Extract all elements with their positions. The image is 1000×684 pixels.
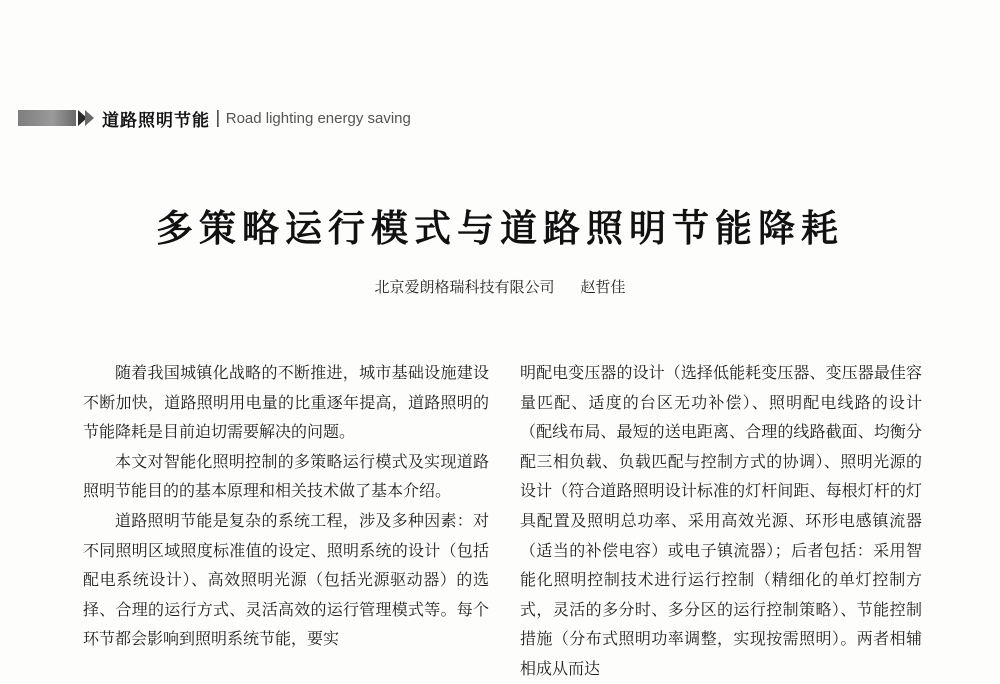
section-separator: | <box>215 108 221 128</box>
double-chevron-icon <box>78 110 92 126</box>
section-title-en: Road lighting energy saving <box>225 109 411 127</box>
section-title-cn: 道路照明节能 <box>102 110 210 131</box>
header-bar-decoration <box>18 110 76 126</box>
section-header <box>18 106 411 130</box>
paragraph: 本文对智能化照明控制的多策略运行模式及实现道路照明节能目的的基本原理和相关技术做了基本介绍。 <box>83 451 489 501</box>
left-column <box>83 358 489 654</box>
byline <box>0 276 1000 297</box>
paragraph: 道路照明节能是复杂的系统工程，涉及多种因素：对不同照明区域照度标准值的设定、照明系统的设计（包括配电系统设计）、高效照明光源（包括光源驱动器）的选择、合理的运行方式、灵活高效的运行管理模式等。每个环节都会影响到照明系统节能，要实 <box>83 510 489 649</box>
right-column <box>520 358 922 684</box>
article-title: 多策略运行模式与道路照明节能降耗 <box>156 207 844 250</box>
author: 赵哲佳 <box>580 278 626 296</box>
paragraph: 明配电变压器的设计（选择低能耗变压器、变压器最佳容量匹配、适度的台区无功补偿）、照明配电线路的设计（配线布局、最短的送电距离、合理的线路截面、均衡分配三相负载、负载匹配与控制方式的协调）、照明光源的设计（符合道路照明设计标准的灯杆间距、每根灯杆的灯具配置及照明总功率、采用高效光源、环形电感镇流器（适当的补偿电容）或电子镇流器）；后者包括：采用智能化照明控制技术进行运行控制（精细化的单灯控制方式，灵活的多分时、多分区的运行控制策略）、节能控制措施（分布式照明功率调整，实现按需照明）。两者相辅相成从而达 <box>520 363 922 678</box>
affiliation: 北京爱朗格瑞科技有限公司 <box>374 278 555 296</box>
paragraph: 随着我国城镇化战略的不断推进，城市基础设施建设不断加快，道路照明用电量的比重逐年提高，道路照明的节能降耗是目前迫切需要解决的问题。 <box>83 363 489 442</box>
